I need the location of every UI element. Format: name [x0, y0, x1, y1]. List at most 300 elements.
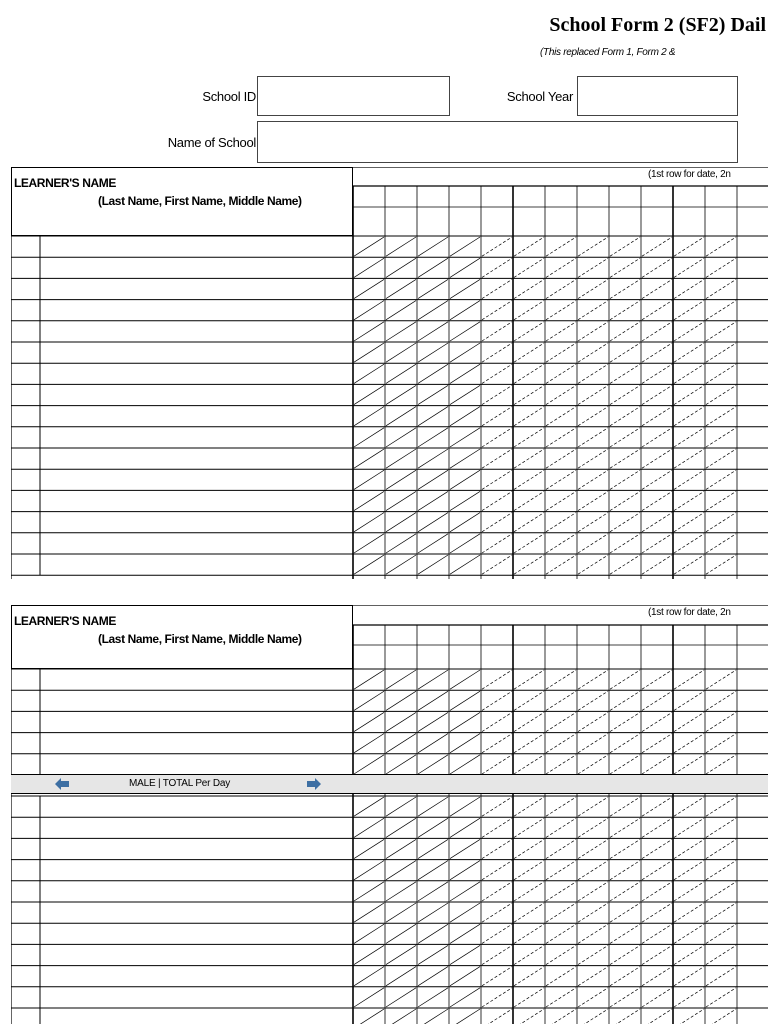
attendance-cell-diagonal [610, 755, 640, 774]
attendance-cell-diagonal [354, 903, 384, 922]
attendance-cell-diagonal [482, 882, 512, 901]
attendance-cell-diagonal [418, 237, 448, 256]
attendance-cell-diagonal [546, 882, 576, 901]
attendance-cell-diagonal [578, 322, 608, 341]
attendance-cell-diagonal [674, 301, 704, 320]
attendance-cell-diagonal [354, 491, 384, 510]
attendance-cell-diagonal [418, 755, 448, 774]
attendance-cell-diagonal [386, 449, 416, 468]
attendance-cell-diagonal [354, 534, 384, 553]
attendance-cell-diagonal [706, 343, 736, 362]
attendance-cell-diagonal [450, 988, 480, 1007]
date-row-note: (1st row for date, 2n [648, 607, 731, 618]
attendance-cell-diagonal [610, 903, 640, 922]
attendance-cell-diagonal [578, 555, 608, 574]
attendance-cell-diagonal [386, 945, 416, 964]
attendance-cell-diagonal [578, 534, 608, 553]
attendance-cell-diagonal [354, 343, 384, 362]
attendance-cell-diagonal [546, 491, 576, 510]
attendance-cell-diagonal [674, 1009, 704, 1024]
attendance-cell-diagonal [578, 988, 608, 1007]
attendance-cell-diagonal [418, 945, 448, 964]
attendance-cell-diagonal [610, 301, 640, 320]
attendance-cell-diagonal [674, 385, 704, 404]
attendance-cell-diagonal [578, 670, 608, 689]
attendance-cell-diagonal [514, 882, 544, 901]
male-total-label: MALE | TOTAL Per Day [129, 778, 231, 789]
attendance-cell-diagonal [482, 322, 512, 341]
learner-name-title: LEARNER'S NAME [14, 176, 116, 190]
attendance-cell-diagonal [386, 258, 416, 277]
attendance-cell-diagonal [482, 237, 512, 256]
arrow-left-icon[interactable] [55, 778, 69, 790]
attendance-cell-diagonal [674, 670, 704, 689]
attendance-cell-diagonal [450, 1009, 480, 1024]
attendance-cell-diagonal [386, 818, 416, 837]
attendance-cell-diagonal [354, 407, 384, 426]
attendance-cell-diagonal [578, 903, 608, 922]
attendance-cell-diagonal [642, 924, 672, 943]
attendance-cell-diagonal [578, 407, 608, 426]
school-name-label: Name of School [167, 135, 256, 150]
attendance-cell-diagonal [674, 364, 704, 383]
attendance-cell-diagonal [610, 1009, 640, 1024]
attendance-cell-diagonal [642, 534, 672, 553]
attendance-cell-diagonal [450, 755, 480, 774]
attendance-cell-diagonal [546, 967, 576, 986]
attendance-cell-diagonal [450, 945, 480, 964]
attendance-cell-diagonal [674, 839, 704, 858]
attendance-cell-diagonal [354, 861, 384, 880]
attendance-cell-diagonal [450, 818, 480, 837]
attendance-cell-diagonal [706, 470, 736, 489]
attendance-cell-diagonal [706, 988, 736, 1007]
attendance-cell-diagonal [450, 491, 480, 510]
attendance-cell-diagonal [610, 449, 640, 468]
attendance-cell-diagonal [450, 691, 480, 710]
attendance-cell-diagonal [706, 755, 736, 774]
attendance-cell-diagonal [354, 237, 384, 256]
attendance-cell-diagonal [546, 839, 576, 858]
attendance-cell-diagonal [450, 839, 480, 858]
attendance-cell-diagonal [578, 691, 608, 710]
attendance-cell-diagonal [674, 555, 704, 574]
attendance-cell-diagonal [578, 945, 608, 964]
attendance-cell-diagonal [706, 364, 736, 383]
attendance-cell-diagonal [610, 712, 640, 731]
school-name-field[interactable] [257, 121, 738, 163]
attendance-cell-diagonal [450, 258, 480, 277]
attendance-cell-diagonal [610, 967, 640, 986]
attendance-cell-diagonal [642, 967, 672, 986]
attendance-cell-diagonal [482, 988, 512, 1007]
attendance-cell-diagonal [546, 797, 576, 816]
attendance-cell-diagonal [610, 555, 640, 574]
attendance-cell-diagonal [674, 945, 704, 964]
attendance-cell-diagonal [354, 797, 384, 816]
attendance-cell-diagonal [514, 924, 544, 943]
attendance-cell-diagonal [610, 428, 640, 447]
attendance-cell-diagonal [674, 734, 704, 753]
attendance-cell-diagonal [450, 407, 480, 426]
attendance-cell-diagonal [418, 364, 448, 383]
attendance-cell-diagonal [482, 385, 512, 404]
attendance-cell-diagonal [354, 470, 384, 489]
attendance-cell-diagonal [546, 237, 576, 256]
attendance-cell-diagonal [482, 924, 512, 943]
attendance-cell-diagonal [514, 301, 544, 320]
attendance-cell-diagonal [610, 670, 640, 689]
attendance-cell-diagonal [514, 279, 544, 298]
attendance-cell-diagonal [514, 343, 544, 362]
attendance-cell-diagonal [674, 322, 704, 341]
attendance-cell-diagonal [482, 364, 512, 383]
attendance-cell-diagonal [610, 343, 640, 362]
attendance-cell-diagonal [610, 385, 640, 404]
attendance-cell-diagonal [514, 470, 544, 489]
attendance-cell-diagonal [514, 237, 544, 256]
attendance-cell-diagonal [706, 322, 736, 341]
attendance-cell-diagonal [610, 322, 640, 341]
learner-name-subtitle: (Last Name, First Name, Middle Name) [98, 632, 302, 646]
attendance-cell-diagonal [386, 967, 416, 986]
attendance-cell-diagonal [450, 734, 480, 753]
attendance-cell-diagonal [450, 534, 480, 553]
attendance-cell-diagonal [578, 797, 608, 816]
attendance-cell-diagonal [674, 691, 704, 710]
attendance-cell-diagonal [674, 491, 704, 510]
attendance-cell-diagonal [418, 428, 448, 447]
attendance-cell-diagonal [482, 555, 512, 574]
attendance-cell-diagonal [450, 882, 480, 901]
attendance-cell-diagonal [546, 322, 576, 341]
attendance-cell-diagonal [610, 513, 640, 532]
attendance-cell-diagonal [546, 670, 576, 689]
attendance-cell-diagonal [706, 534, 736, 553]
attendance-cell-diagonal [642, 513, 672, 532]
attendance-cell-diagonal [642, 882, 672, 901]
attendance-cell-diagonal [546, 555, 576, 574]
attendance-cell-diagonal [610, 797, 640, 816]
attendance-cell-diagonal [450, 903, 480, 922]
attendance-cell-diagonal [514, 491, 544, 510]
attendance-cell-diagonal [418, 385, 448, 404]
attendance-cell-diagonal [418, 491, 448, 510]
attendance-cell-diagonal [578, 818, 608, 837]
attendance-cell-diagonal [386, 407, 416, 426]
attendance-cell-diagonal [706, 691, 736, 710]
attendance-cell-diagonal [514, 945, 544, 964]
attendance-cell-diagonal [546, 428, 576, 447]
attendance-cell-diagonal [642, 279, 672, 298]
attendance-cell-diagonal [514, 1009, 544, 1024]
learner-name-title: LEARNER'S NAME [14, 614, 116, 628]
attendance-cell-diagonal [578, 861, 608, 880]
attendance-cell-diagonal [354, 385, 384, 404]
attendance-cell-diagonal [482, 407, 512, 426]
attendance-cell-diagonal [386, 555, 416, 574]
attendance-cell-diagonal [610, 924, 640, 943]
attendance-cell-diagonal [386, 385, 416, 404]
attendance-cell-diagonal [354, 734, 384, 753]
attendance-cell-diagonal [514, 534, 544, 553]
form-title: School Form 2 (SF2) Dail [549, 14, 766, 36]
attendance-cell-diagonal [706, 555, 736, 574]
attendance-cell-diagonal [642, 839, 672, 858]
attendance-cell-diagonal [514, 322, 544, 341]
attendance-cell-diagonal [706, 670, 736, 689]
attendance-cell-diagonal [418, 882, 448, 901]
attendance-cell-diagonal [418, 924, 448, 943]
attendance-cell-diagonal [386, 755, 416, 774]
attendance-cell-diagonal [482, 691, 512, 710]
attendance-cell-diagonal [514, 903, 544, 922]
attendance-cell-diagonal [354, 322, 384, 341]
attendance-cell-diagonal [514, 428, 544, 447]
attendance-cell-diagonal [386, 861, 416, 880]
attendance-cell-diagonal [642, 470, 672, 489]
attendance-cell-diagonal [610, 407, 640, 426]
attendance-cell-diagonal [706, 903, 736, 922]
attendance-cell-diagonal [578, 385, 608, 404]
attendance-cell-diagonal [610, 534, 640, 553]
attendance-cell-diagonal [610, 491, 640, 510]
attendance-cell-diagonal [674, 903, 704, 922]
attendance-cell-diagonal [578, 734, 608, 753]
attendance-cell-diagonal [546, 945, 576, 964]
attendance-cell-diagonal [482, 945, 512, 964]
attendance-cell-diagonal [610, 258, 640, 277]
attendance-cell-diagonal [642, 385, 672, 404]
attendance-cell-diagonal [482, 301, 512, 320]
attendance-cell-diagonal [546, 343, 576, 362]
attendance-cell-diagonal [546, 861, 576, 880]
attendance-cell-diagonal [706, 407, 736, 426]
attendance-cell-diagonal [418, 449, 448, 468]
attendance-cell-diagonal [546, 407, 576, 426]
attendance-cell-diagonal [578, 839, 608, 858]
attendance-cell-diagonal [354, 882, 384, 901]
attendance-cell-diagonal [706, 237, 736, 256]
attendance-cell-diagonal [642, 364, 672, 383]
attendance-cell-diagonal [482, 343, 512, 362]
attendance-cell-diagonal [642, 861, 672, 880]
attendance-cell-diagonal [482, 818, 512, 837]
attendance-cell-diagonal [610, 988, 640, 1007]
attendance-cell-diagonal [354, 691, 384, 710]
attendance-cell-diagonal [674, 258, 704, 277]
attendance-cell-diagonal [514, 839, 544, 858]
attendance-cell-diagonal [642, 449, 672, 468]
attendance-cell-diagonal [546, 712, 576, 731]
attendance-cell-diagonal [610, 861, 640, 880]
attendance-cell-diagonal [418, 534, 448, 553]
attendance-cell-diagonal [482, 903, 512, 922]
learner-name-header [11, 167, 353, 236]
attendance-cell-diagonal [450, 364, 480, 383]
attendance-cell-diagonal [386, 882, 416, 901]
attendance-cell-diagonal [642, 301, 672, 320]
attendance-cell-diagonal [386, 670, 416, 689]
attendance-cell-diagonal [642, 945, 672, 964]
attendance-cell-diagonal [386, 343, 416, 362]
attendance-cell-diagonal [546, 691, 576, 710]
attendance-cell-diagonal [450, 967, 480, 986]
attendance-cell-diagonal [354, 428, 384, 447]
attendance-cell-diagonal [642, 343, 672, 362]
attendance-cell-diagonal [610, 279, 640, 298]
attendance-cell-diagonal [450, 513, 480, 532]
attendance-cell-diagonal [514, 861, 544, 880]
attendance-cell-diagonal [450, 343, 480, 362]
attendance-cell-diagonal [386, 924, 416, 943]
attendance-cell-diagonal [642, 988, 672, 1007]
attendance-cell-diagonal [642, 1009, 672, 1024]
attendance-cell-diagonal [514, 691, 544, 710]
attendance-cell-diagonal [418, 322, 448, 341]
attendance-cell-diagonal [546, 449, 576, 468]
attendance-cell-diagonal [610, 237, 640, 256]
attendance-cell-diagonal [386, 534, 416, 553]
attendance-cell-diagonal [578, 924, 608, 943]
form-subtitle: (This replaced Form 1, Form 2 & [540, 47, 676, 58]
attendance-cell-diagonal [386, 364, 416, 383]
attendance-cell-diagonal [578, 755, 608, 774]
attendance-cell-diagonal [674, 755, 704, 774]
attendance-cell-diagonal [482, 670, 512, 689]
school-year-field[interactable] [577, 76, 738, 116]
attendance-cell-diagonal [482, 734, 512, 753]
attendance-cell-diagonal [642, 903, 672, 922]
attendance-cell-diagonal [354, 818, 384, 837]
attendance-cell-diagonal [546, 258, 576, 277]
attendance-cell-diagonal [578, 343, 608, 362]
attendance-cell-diagonal [418, 797, 448, 816]
attendance-cell-diagonal [578, 712, 608, 731]
attendance-cell-diagonal [386, 903, 416, 922]
attendance-cell-diagonal [578, 1009, 608, 1024]
attendance-cell-diagonal [386, 712, 416, 731]
attendance-cell-diagonal [450, 670, 480, 689]
attendance-cell-diagonal [674, 712, 704, 731]
attendance-cell-diagonal [354, 712, 384, 731]
attendance-cell-diagonal [450, 555, 480, 574]
attendance-cell-diagonal [354, 1009, 384, 1024]
date-row-note: (1st row for date, 2n [648, 169, 731, 180]
attendance-cell-diagonal [386, 988, 416, 1007]
attendance-cell-diagonal [354, 988, 384, 1007]
attendance-cell-diagonal [482, 491, 512, 510]
attendance-cell-diagonal [642, 237, 672, 256]
attendance-cell-diagonal [354, 364, 384, 383]
attendance-cell-diagonal [514, 407, 544, 426]
attendance-cell-diagonal [610, 882, 640, 901]
attendance-cell-diagonal [450, 449, 480, 468]
attendance-cell-diagonal [354, 839, 384, 858]
attendance-cell-diagonal [450, 279, 480, 298]
attendance-cell-diagonal [578, 513, 608, 532]
attendance-cell-diagonal [418, 279, 448, 298]
attendance-cell-diagonal [418, 861, 448, 880]
attendance-cell-diagonal [706, 258, 736, 277]
attendance-cell-diagonal [386, 839, 416, 858]
attendance-cell-diagonal [418, 818, 448, 837]
attendance-cell-diagonal [482, 861, 512, 880]
school-year-label: School Year [506, 89, 573, 104]
attendance-cell-diagonal [674, 343, 704, 362]
attendance-cell-diagonal [610, 364, 640, 383]
learner-name-header [11, 605, 353, 669]
attendance-table-1 [11, 167, 768, 579]
attendance-cell-diagonal [642, 428, 672, 447]
attendance-cell-diagonal [642, 712, 672, 731]
arrow-right-icon[interactable] [307, 778, 321, 790]
attendance-cell-diagonal [674, 797, 704, 816]
attendance-cell-diagonal [610, 839, 640, 858]
attendance-cell-diagonal [546, 279, 576, 298]
attendance-cell-diagonal [386, 279, 416, 298]
attendance-cell-diagonal [578, 237, 608, 256]
attendance-cell-diagonal [546, 903, 576, 922]
attendance-cell-diagonal [514, 670, 544, 689]
attendance-cell-diagonal [514, 364, 544, 383]
attendance-cell-diagonal [546, 364, 576, 383]
attendance-cell-diagonal [450, 861, 480, 880]
attendance-cell-diagonal [450, 924, 480, 943]
attendance-cell-diagonal [578, 882, 608, 901]
attendance-cell-diagonal [610, 734, 640, 753]
male-total-row [11, 774, 768, 794]
attendance-cell-diagonal [386, 1009, 416, 1024]
attendance-cell-diagonal [354, 967, 384, 986]
attendance-cell-diagonal [642, 407, 672, 426]
attendance-cell-diagonal [514, 988, 544, 1007]
attendance-cell-diagonal [514, 449, 544, 468]
attendance-cell-diagonal [450, 797, 480, 816]
attendance-cell-diagonal [706, 279, 736, 298]
attendance-cell-diagonal [418, 258, 448, 277]
attendance-cell-diagonal [418, 712, 448, 731]
attendance-cell-diagonal [482, 279, 512, 298]
attendance-cell-diagonal [642, 734, 672, 753]
attendance-cell-diagonal [674, 534, 704, 553]
attendance-cell-diagonal [546, 534, 576, 553]
attendance-cell-diagonal [354, 670, 384, 689]
attendance-cell-diagonal [386, 734, 416, 753]
attendance-cell-diagonal [706, 712, 736, 731]
attendance-cell-diagonal [706, 924, 736, 943]
attendance-cell-diagonal [482, 1009, 512, 1024]
attendance-cell-diagonal [674, 988, 704, 1007]
attendance-cell-diagonal [674, 924, 704, 943]
attendance-cell-diagonal [418, 470, 448, 489]
attendance-cell-diagonal [482, 513, 512, 532]
attendance-cell-diagonal [674, 449, 704, 468]
attendance-cell-diagonal [674, 428, 704, 447]
attendance-cell-diagonal [482, 967, 512, 986]
attendance-cell-diagonal [386, 691, 416, 710]
attendance-cell-diagonal [450, 712, 480, 731]
attendance-cell-diagonal [418, 691, 448, 710]
attendance-cell-diagonal [578, 491, 608, 510]
attendance-cell-diagonal [418, 1009, 448, 1024]
attendance-cell-diagonal [482, 839, 512, 858]
attendance-cell-diagonal [514, 555, 544, 574]
attendance-cell-diagonal [674, 882, 704, 901]
attendance-cell-diagonal [578, 967, 608, 986]
school-id-field[interactable] [257, 76, 450, 116]
attendance-cell-diagonal [642, 755, 672, 774]
